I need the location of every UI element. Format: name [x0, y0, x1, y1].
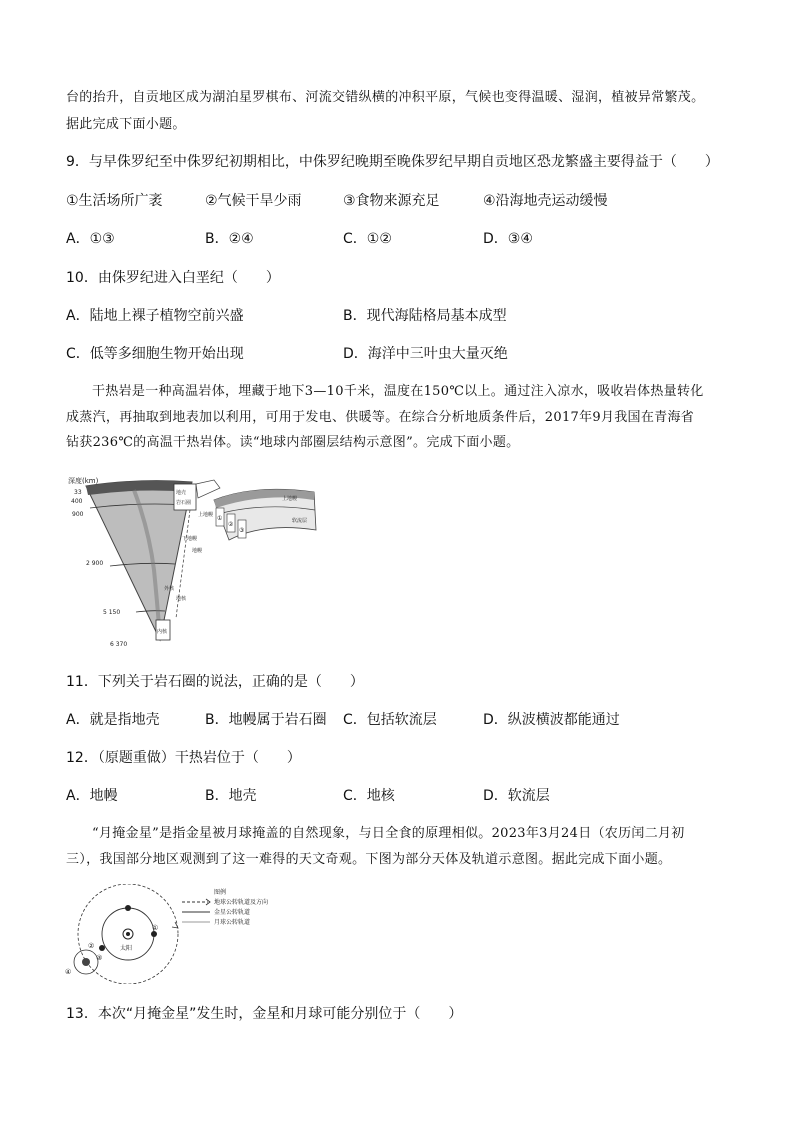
label-asthenosphere: 软流层	[292, 518, 308, 524]
intro1-line2: 据此完成下面小题。	[66, 117, 186, 132]
legend-title: 图例	[214, 889, 227, 896]
q12-option-b[interactable]: B．地壳	[205, 788, 257, 804]
point-3: ③	[96, 954, 103, 962]
q12-option-d[interactable]: D．软流层	[483, 788, 550, 804]
q12-option-a[interactable]: A．地幔	[66, 788, 118, 804]
q9-item-1: ①生活场所广袤	[66, 193, 163, 209]
zoom-label-2: ②	[228, 521, 234, 528]
zoom-connector	[196, 480, 220, 498]
intro3-line2: 三），我国部分地区观测到了这一难得的天文奇观。下图为部分天体及轨道示意图。据此完成下面小题。	[66, 852, 672, 867]
q11-option-d[interactable]: D．纵波横波都能通过	[483, 712, 620, 728]
q9-item-4: ④沿海地壳运动缓慢	[483, 193, 608, 209]
q11-option-a[interactable]: A．就是指地壳	[66, 712, 160, 728]
label-upper-mantle: 上地幔	[198, 512, 214, 518]
q9-item-3: ③食物来源充足	[343, 193, 440, 209]
venus-left	[99, 945, 105, 951]
sun-label: 太阳	[120, 945, 133, 952]
label-lithosphere: 岩石圈	[176, 500, 192, 506]
legend-venus-orbit: 金星公转轨道	[214, 909, 251, 916]
intro2-line1: 干热岩是一种高温岩体，埋藏于地下3—10千米，温度在150℃以上。通过注入凉水，吸收岩体热量转化	[92, 384, 704, 399]
q10-option-a[interactable]: A．陆地上裸子植物空前兴盛	[66, 308, 244, 324]
depth-title: 深度(km)	[68, 477, 99, 485]
q9-option-a[interactable]: A．①③	[66, 231, 115, 247]
q13-stem: 13．本次“月掩金星”发生时，金星和月球可能分别位于（ ）	[66, 1006, 463, 1022]
q12-stem: 12．（原题重做）干热岩位于（ ）	[66, 750, 301, 766]
intro2-line2: 成蒸汽，再抽取到地表加以利用，可用于发电、供暖等。在综合分析地质条件后，2017年9月我国在青海省	[66, 410, 695, 425]
label-crust: 地壳	[176, 490, 187, 496]
q11-option-b[interactable]: B．地幔属于岩石圈	[205, 712, 327, 728]
q9-option-c[interactable]: C．①②	[343, 231, 392, 247]
point-2: ②	[88, 942, 95, 950]
sun-core	[126, 932, 130, 936]
depth-900: 900	[72, 511, 84, 518]
q9-option-d[interactable]: D．③④	[483, 231, 533, 247]
label-core: 地核	[176, 596, 187, 602]
depth-6370: 6 370	[110, 641, 128, 648]
depth-2900: 2 900	[86, 560, 104, 567]
intro3-line1: “月掩金星”是指金星被月球掩盖的自然现象，与日全食的原理相似。2023年3月24日（农历闰二月初	[92, 826, 685, 841]
label-mantle: 地幔	[192, 548, 203, 554]
point-4: ④	[65, 968, 72, 976]
depth-5150: 5 150	[103, 609, 121, 616]
earth-interior-figure	[64, 470, 334, 650]
q9-stem: 9．与早侏罗纪至中侏罗纪初期相比，中侏罗纪晚期至晚侏罗纪早期自贡地区恐龙繁盛主要得益于（ ）	[66, 154, 719, 170]
intro2-line3: 钻获236℃的高温干热岩体。读“地球内部圈层结构示意图”。完成下面小题。	[66, 435, 520, 450]
intro1-line1: 台的抬升，自贡地区成为湖泊星罗棋布、河流交错纵横的冲积平原，气候也变得温暖、湿润，植被异常繁茂。	[66, 90, 705, 105]
zoom-label-3: ③	[239, 527, 245, 534]
venus-top	[125, 905, 131, 911]
q11-option-c[interactable]: C．包括软流层	[343, 712, 437, 728]
zoom-label-1: ①	[217, 515, 223, 522]
label-mantle-top: 上地幔	[282, 496, 298, 502]
label-inner-core: 内核	[157, 629, 168, 635]
label-outer-core: 外核	[164, 586, 175, 592]
depth-33: 33	[74, 489, 82, 496]
orbit-figure	[62, 884, 322, 984]
q10-option-c[interactable]: C．低等多细胞生物开始出现	[66, 346, 244, 362]
q9-item-2: ②气候干旱少雨	[205, 193, 302, 209]
point-1: ①	[152, 924, 159, 932]
q10-option-d[interactable]: D．海洋中三叶虫大量灭绝	[343, 346, 508, 362]
q10-option-b[interactable]: B．现代海陆格局基本成型	[343, 308, 507, 324]
q12-option-c[interactable]: C．地核	[343, 788, 395, 804]
legend-moon-orbit: 月球公转轨道	[214, 919, 251, 926]
label-lower-mantle: 下地幔	[182, 536, 198, 542]
q9-option-b[interactable]: B．②④	[205, 231, 254, 247]
legend-earth-orbit: 地球公转轨道及方向	[214, 899, 269, 906]
q10-stem: 10．由侏罗纪进入白垩纪（ ）	[66, 270, 280, 286]
earth-icon	[82, 958, 90, 966]
q11-stem: 11．下列关于岩石圈的说法，正确的是（ ）	[66, 674, 364, 690]
depth-400: 400	[71, 498, 83, 505]
lithosphere-box	[174, 484, 196, 510]
